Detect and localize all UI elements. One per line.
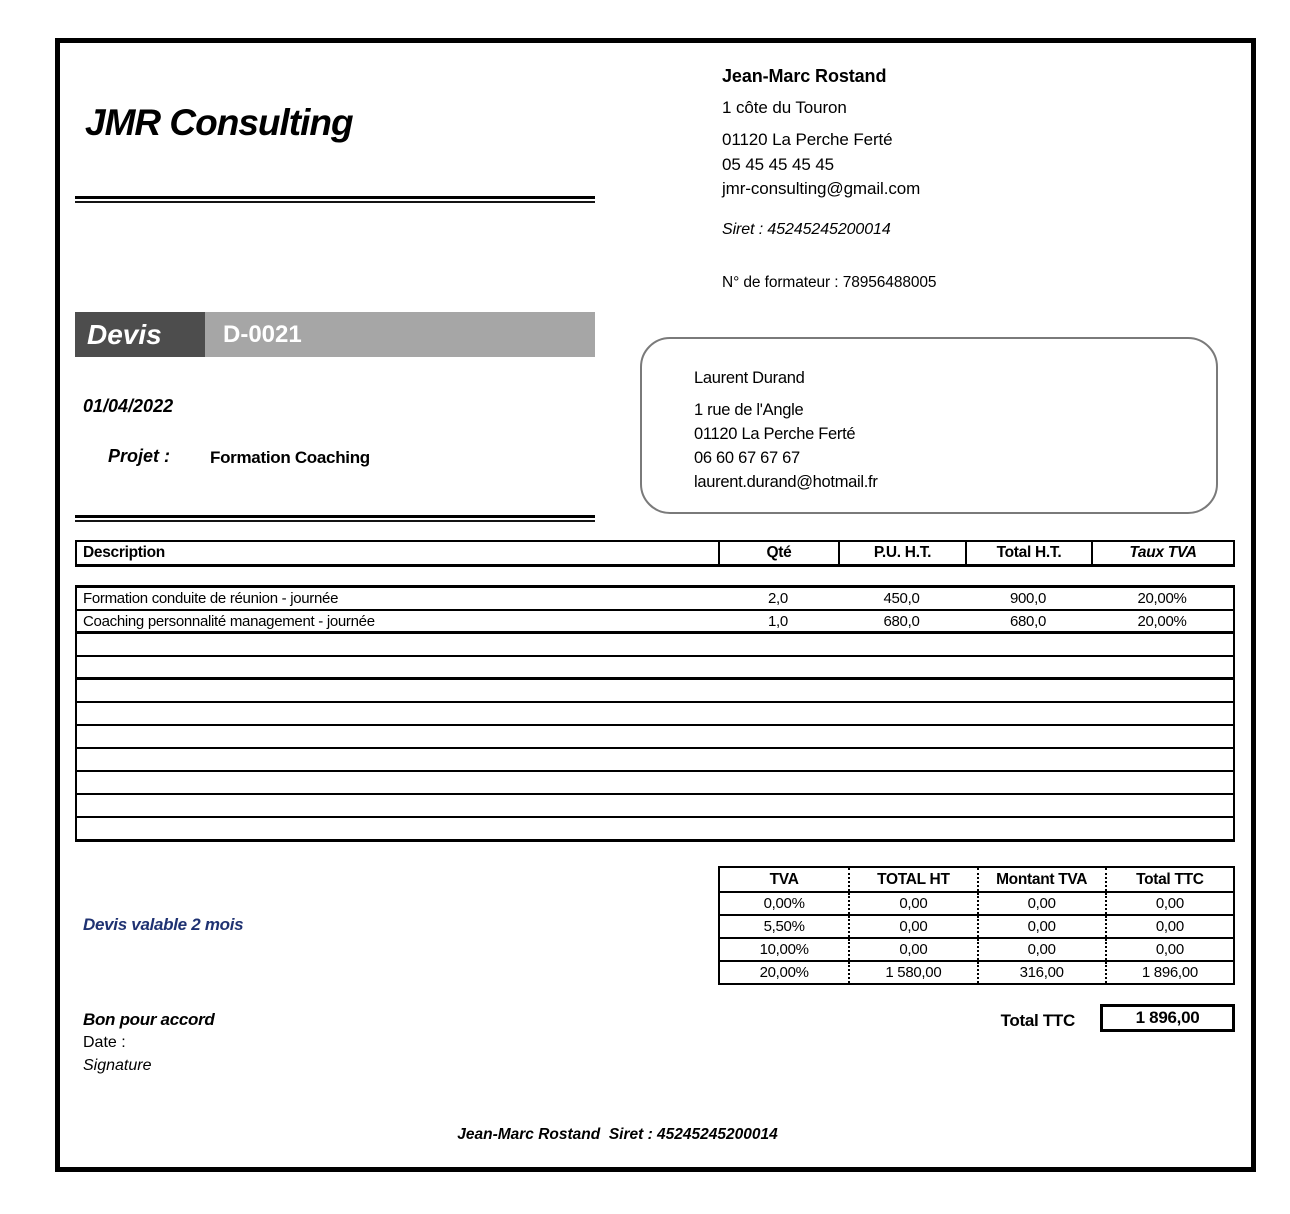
item-pu: 450,0: [883, 590, 920, 607]
tva-total-ht: 0,00: [848, 916, 976, 937]
tva-total-ttc: 0,00: [1105, 939, 1233, 960]
projet-value: Formation Coaching: [210, 448, 370, 467]
devis-number: D-0021: [205, 312, 595, 357]
item-tva: 20,00%: [1137, 590, 1187, 607]
tva-rate: 10,00%: [759, 941, 809, 958]
table-row: [77, 611, 1233, 634]
table-row-empty: [77, 795, 1233, 818]
signature-label: Signature: [83, 1057, 152, 1074]
projet-label: Projet :: [108, 446, 171, 466]
table-row-empty: [77, 680, 1233, 703]
table-row-empty: [77, 657, 1233, 680]
company-formateur-number: N° de formateur : 78956488005: [722, 274, 937, 291]
table-row-empty: [77, 818, 1233, 839]
divider-top: [75, 196, 595, 203]
tva-summary-table: [718, 866, 1235, 985]
item-total: 680,0: [1009, 612, 1047, 630]
devis-label: Devis: [75, 312, 205, 357]
tva-total-ht: 1 580,00: [848, 962, 976, 983]
header-qty: Qté: [718, 542, 838, 564]
company-address-line1: 1 côte du Touron: [722, 98, 847, 117]
total-ttc-label: Total TTC: [1000, 1011, 1075, 1030]
tva-header-montant-tva: Montant TVA: [977, 868, 1105, 891]
total-ttc-value: 1 896,00: [1135, 1008, 1200, 1027]
item-pu: 680,0: [883, 612, 920, 630]
devis-date: 01/04/2022: [83, 396, 174, 416]
company-phone: 05 45 45 45 45: [722, 155, 835, 174]
client-email: laurent.durand@hotmail.fr: [694, 473, 878, 491]
tva-montant: 0,00: [977, 939, 1105, 960]
items-table-body: [75, 585, 1235, 842]
item-qty: 2,0: [768, 590, 788, 607]
tva-row: [720, 960, 1233, 983]
client-phone: 06 60 67 67 67: [694, 449, 800, 467]
devis-title-bar: [75, 312, 595, 357]
client-box: [640, 337, 1218, 514]
tva-montant: 316,00: [977, 962, 1105, 983]
tva-montant: 0,00: [977, 893, 1105, 914]
tva-total-ttc: 1 896,00: [1105, 962, 1233, 983]
accord-label: Bon pour accord: [83, 1010, 215, 1029]
tva-total-ht: 0,00: [848, 893, 976, 914]
validity-note: Devis valable 2 mois: [83, 915, 244, 934]
item-qty: 1,0: [768, 612, 788, 630]
items-table-header: [75, 540, 1235, 567]
tva-rate: 5,50%: [763, 918, 805, 935]
client-name: Laurent Durand: [694, 369, 805, 387]
header-total-ht: Total H.T.: [965, 542, 1091, 564]
company-address-line2: 01120 La Perche Ferté: [722, 130, 893, 149]
header-description: Description: [83, 544, 165, 561]
tva-row: [720, 891, 1233, 914]
item-total: 900,0: [1009, 590, 1047, 607]
tva-header-total-ttc: Total TTC: [1105, 868, 1233, 891]
company-email: jmr-consulting@gmail.com: [722, 179, 921, 198]
tva-header-tva: TVA: [769, 870, 799, 888]
table-row: [77, 588, 1233, 611]
item-description: Coaching personnalité management - journée: [83, 612, 375, 630]
item-tva: 20,00%: [1137, 612, 1187, 630]
tva-row: [720, 914, 1233, 937]
tva-rate: 20,00%: [759, 964, 809, 981]
table-row-empty: [77, 772, 1233, 795]
tva-montant: 0,00: [977, 916, 1105, 937]
date-label: Date :: [83, 1034, 126, 1051]
tva-total-ttc: 0,00: [1105, 916, 1233, 937]
client-address-line1: 1 rue de l'Angle: [694, 401, 804, 419]
tva-total-ht: 0,00: [848, 939, 976, 960]
items-empty-rows: [77, 634, 1233, 839]
table-row-empty: [77, 703, 1233, 726]
company-contact-name: Jean-Marc Rostand: [722, 66, 887, 86]
company-siret: Siret : 45245245200014: [722, 221, 891, 238]
table-row-empty: [77, 726, 1233, 749]
header-pu-ht: P.U. H.T.: [838, 542, 965, 564]
footer-siret: Jean-Marc Rostand Siret : 45245245200014: [457, 1126, 778, 1143]
total-ttc-box: [1100, 1004, 1235, 1032]
table-row-empty: [77, 634, 1233, 657]
company-logo: JMR Consulting: [85, 102, 353, 143]
tva-header-total-ht: TOTAL HT: [848, 868, 976, 891]
tva-total-ttc: 0,00: [1105, 893, 1233, 914]
divider-above-table: [75, 515, 595, 522]
tva-header-row: [720, 868, 1233, 891]
tva-rate: 0,00%: [763, 895, 805, 912]
table-row-empty: [77, 749, 1233, 772]
client-address-line2: 01120 La Perche Ferté: [694, 425, 856, 443]
header-taux-tva: Taux TVA: [1091, 542, 1233, 564]
tva-row: [720, 937, 1233, 960]
item-description: Formation conduite de réunion - journée: [83, 590, 339, 607]
